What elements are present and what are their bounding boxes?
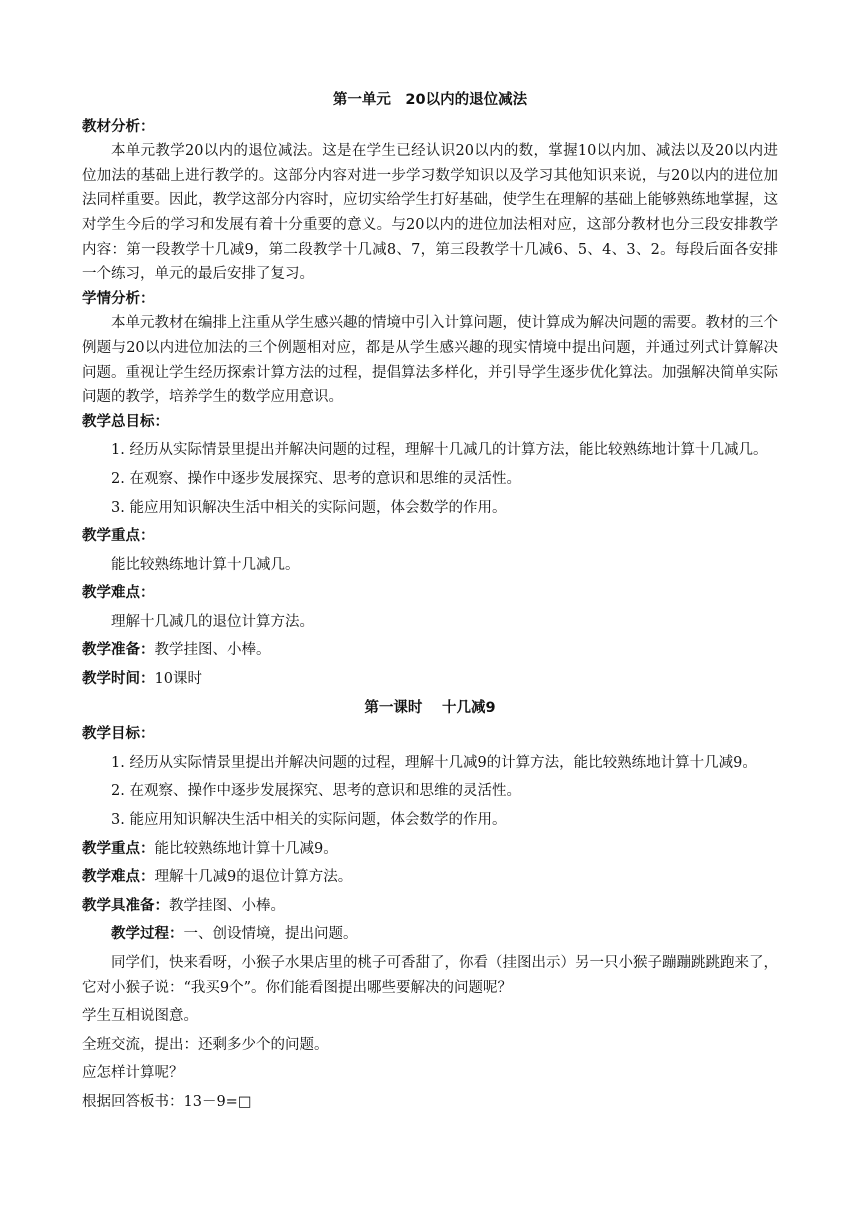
lesson-difficulty-text: 理解十几减9的退位计算方法。: [154, 869, 353, 886]
lesson-goal-item: 2. 在观察、操作中逐步发展探究、思考的意识和思维的灵活性。: [111, 783, 521, 800]
lesson-title: 第一课时 十几减9: [364, 699, 496, 716]
lesson-prep-line: [82, 894, 778, 919]
students-text: 本单元教材在编排上注重从学生感兴趣的情境中引入计算问题，使计算成为解决问题的需要。教材的三个例题与20以内进位加法的三个例题相对应，都是从学生感兴趣的现实情境中提出问题，并通过列式计算解决问题。重视让学生经历探索计算方法的过程，提倡算法多样化，并引导学生逐步优化算法。加强解决简单实际问题的教学，培养学生的数学应用意识。: [82, 315, 778, 406]
key-heading: 教学重点：: [82, 528, 155, 545]
lesson-process-text: 一、创设情境，提出问题。: [183, 926, 358, 943]
lesson-key-label: 教学重点：: [82, 840, 155, 857]
prep-text: 教学挂图、小棒。: [154, 642, 271, 659]
lesson-difficulty-line: [82, 865, 778, 890]
goal-item: 2. 在观察、操作中逐步发展探究、思考的意识和思维的灵活性。: [111, 470, 521, 487]
goals-heading: 教学总目标：: [82, 413, 169, 430]
lesson-line: 应怎样计算呢？: [82, 1065, 184, 1082]
time-label: 教学时间：: [82, 671, 155, 688]
material-text: 本单元教学20以内的退位减法。这是在学生已经认识20以内的数，掌握10以内加、减法以及20以内进位加法的基础上进行教学的。这部分内容对进一步学习数学知识以及学习其他知识来说，与20以内的进位加法同样重要。因此，教学这部分内容时，应切实给学生打好基础，使学生在理解的基础上能够熟练地掌握，这对学生今后的学习和发展有着十分重要的意义。与20以内的进位加法相对应，这部分教材也分三段安排教学内容：第一段教学十几减9，第二段教学十几减8、7，第三段教学十几减6、5、4、3、2。每段后面各安排一个练习，单元的最后安排了复习。: [82, 143, 778, 283]
lesson-line: 根据回答板书：13－9=□: [82, 1093, 252, 1110]
lesson-key-line: [82, 837, 778, 862]
goal-item: 1. 经历从实际情景里提出并解决问题的过程，理解十几减几的计算方法，能比较熟练地计算十几减几。: [111, 442, 768, 459]
lesson-process-line: [82, 922, 778, 947]
document-page: [82, 84, 778, 1115]
unit-title: 第一单元 20以内的退位减法: [332, 92, 528, 108]
key-text: 能比较熟练地计算十几减几。: [111, 556, 300, 573]
time-text: 10课时: [154, 671, 202, 688]
lesson-key-text: 能比较熟练地计算十几减9。: [154, 840, 338, 857]
lesson-goal-item: 1. 经历从实际情景里提出并解决问题的过程，理解十几减9的计算方法，能比较熟练地计算十几减9。: [111, 754, 757, 771]
lesson-prep-label: 教学具准备：: [82, 897, 169, 914]
lesson-story: 同学们，快来看呀，小猴子水果店里的桃子可香甜了，你看（挂图出示）另一只小猴子蹦蹦跳跳跑来了，它对小猴子说：“我买9个”。你们能看图提出哪些要解决的问题呢？: [82, 955, 778, 996]
difficulty-heading: 教学难点：: [82, 585, 155, 602]
material-heading: 教材分析：: [82, 118, 155, 135]
lesson-goal-item: 3. 能应用知识解决生活中相关的实际问题，体会数学的作用。: [111, 812, 507, 829]
lesson-line: 学生互相说图意。: [82, 1008, 198, 1025]
lesson-difficulty-label: 教学难点：: [82, 869, 155, 886]
lesson-goals-heading: 教学目标：: [82, 726, 155, 743]
lesson-prep-text: 教学挂图、小棒。: [169, 897, 285, 914]
lesson-line: 全班交流，提出：还剩多少个的问题。: [82, 1036, 329, 1053]
prep-label: 教学准备：: [82, 642, 155, 659]
goal-item: 3. 能应用知识解决生活中相关的实际问题，体会数学的作用。: [111, 499, 507, 516]
prep-line: [82, 638, 778, 663]
time-line: [82, 667, 778, 692]
lesson-process-label: 教学过程：: [111, 926, 184, 943]
difficulty-text: 理解十几减几的退位计算方法。: [111, 613, 314, 630]
students-heading: 学情分析：: [82, 290, 155, 307]
